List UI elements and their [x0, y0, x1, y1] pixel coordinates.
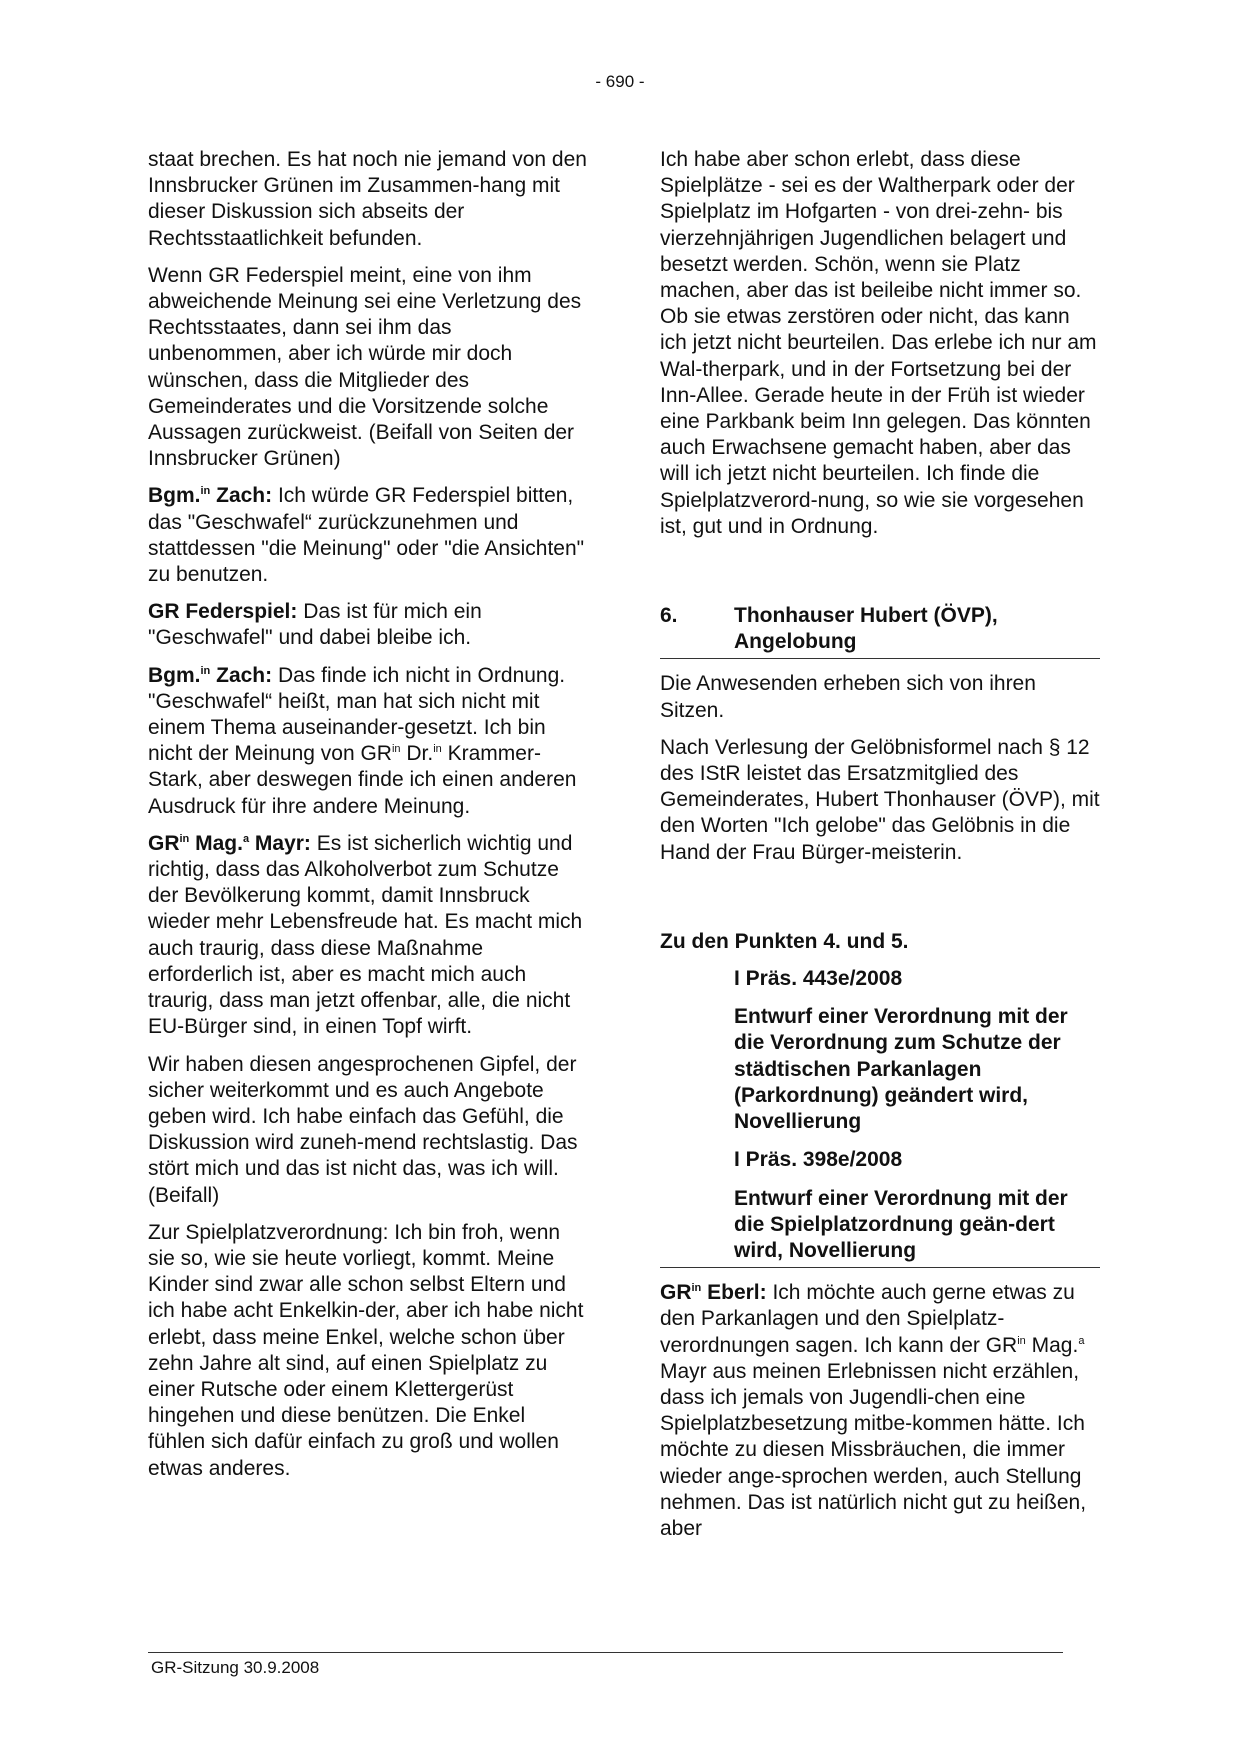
agenda-title: Zu den Punkten 4. und 5. — [660, 929, 909, 953]
speaker-name: $GR^{in}$ Mag.$^a$ Mayr: — [148, 831, 311, 855]
speaker-name: Bgm.$^{in}$ Zach: — [148, 663, 273, 687]
paragraph: Zur Spielplatzverordnung: Ich bin froh, wenn sie so, wie sie heute vorliegt, kommt. Meine Kinder sind zwar alle schon selbst Eltern und ich habe acht Enkelkin-der, aber ich habe nicht erlebt, dass meine Enkel, welche schon über zehn Jahre alt sind, auf einen Spielplatz zu einer Rutsche oder einem Klettergerüst hingehen und diese benützen. Die Enkel fühlen sich dafür einfach zu groß und wollen etwas anderes. — [148, 1220, 584, 1480]
reference-title: Entwurf einer Verordnung mit der die Verordnung zum Schutze der städtischen Parkanlagen (Parkordnung) geändert wird, Novellierung — [734, 1005, 1068, 1134]
paragraph: Wenn GR Federspiel meint, eine von ihm abweichende Meinung sei eine Verletzung des Rechtsstaates, dann sei ihm das unbenommen, aber ich würde mir doch wünschen, dass die Mitglieder des Gemeinderates und die Vorsitzende solche Aussagen zurückweist. (Beifall von Seiten der Innsbrucker Grünen) — [148, 263, 582, 471]
agenda-heading-text: Thonhauser Hubert (ÖVP), Angelobung — [734, 604, 998, 654]
speech-paragraph: Bgm.$^{in}$ Zach: Ich würde GR Federspiel bitten, das "Geschwafel“ zurückzunehmen und stattdessen "die Meinung" oder "die Ansichten" zu benutzen. — [148, 484, 585, 587]
paragraph: Nach Verlesung der Gelöbnisformel nach § 12 des IStR leistet das Ersatzmitglied des Gemeinderates, Hubert Thonhauser (ÖVP), mit den Worten "Ich gelobe" das Gelöbnis in die Hand der Frau Bürger-meisterin. — [660, 735, 1100, 864]
speaker-name: $GR^{in}$ Eberl: — [660, 1281, 767, 1305]
right-column — [660, 147, 1100, 1553]
agenda-number: 6. — [660, 604, 678, 628]
reference-number: I Präs. 443e/2008 — [734, 967, 903, 991]
speaker-name: Bgm.$^{in}$ Zach: — [148, 484, 273, 508]
speech-paragraph: GR Federspiel: Das ist für mich ein "Geschwafel" und dabei bleibe ich. — [148, 600, 482, 650]
reference-title: Entwurf einer Verordnung mit der die Spielplatzordnung geän-dert wird, Novellierung — [660, 1186, 1100, 1269]
agenda-heading — [660, 603, 1100, 659]
page-number: - 690 - — [595, 72, 645, 91]
reference-number: I Präs. 398e/2008 — [734, 1148, 903, 1172]
speech-paragraph: Bgm.$^{in}$ Zach: Das finde ich nicht in Ordnung. "Geschwafel“ heißt, man hat sich nicht mit einem Thema auseinander-gesetzt. Ich bin nicht der Meinung von $GR^{in}$ Dr.$^{in}$ Krammer-Stark, aber deswegen finde ich einen anderen Ausdruck für ihre andere Meinung. — [148, 663, 577, 818]
speech-paragraph: $GR^{in}$ Eberl: Ich möchte auch gerne etwas zu den Parkanlagen und den Spielplatz-verordnungen sagen. Ich kann der $GR^{in}$ Mag.$^a$ Mayr aus meinen Erlebnissen nicht erzählen, dass ich jemals von Jugendli-chen eine Spielplatzbesetzung mitbe-kommen hätte. Ich möchte zu diesen Missbräuchen, die immer wieder ange-sprochen werden, auch Stellung nehmen. Das ist natürlich nicht gut zu heißen, aber — [660, 1281, 1087, 1540]
speaker-name: GR Federspiel: — [148, 600, 298, 624]
paragraph: Wir haben diesen angesprochenen Gipfel, der sicher weiterkommt und es auch Angebote geben wird. Ich habe einfach das Gefühl, die Diskussion wird zuneh-mend rechtslastig. Das stört mich und das ist nicht das, was ich will. (Beifall) — [148, 1052, 578, 1207]
left-column — [148, 147, 588, 1493]
paragraph: staat brechen. Es hat noch nie jemand von den Innsbrucker Grünen im Zusammen-hang mit dieser Diskussion sich abseits der Rechtsstaatlichkeit befunden. — [148, 148, 587, 250]
footer-divider — [148, 1652, 1063, 1653]
footer-text: GR-Sitzung 30.9.2008 — [151, 1658, 320, 1677]
paragraph: Die Anwesenden erheben sich von ihren Sitzen. — [660, 672, 1036, 722]
speech-paragraph: $GR^{in}$ Mag.$^a$ Mayr: Es ist sicherlich wichtig und richtig, dass das Alkoholverbot zum Schutze der Bevölkerung kommt, damit Innsbruck wieder mehr Lebensfreude hat. Es macht mich auch traurig, dass diese Maßnahme erforderlich ist, aber es macht mich auch traurig, dass man jetzt offenbar, alle, die nicht EU-Bürger sind, in einen Topf wirft. — [148, 831, 583, 1039]
paragraph: Ich habe aber schon erlebt, dass diese Spielplätze - sei es der Waltherpark oder der Spielplatz im Hofgarten - von drei-zehn- bis vierzehnjährigen Jugendlichen belagert und besetzt werden. Schön, wenn sie Platz machen, aber das ist beileibe nicht immer so. Ob sie etwas zerstören oder nicht, das kann ich jetzt nicht beurteilen. Das erlebe ich nur am Wal-therpark, und in der Fortsetzung bei der Inn-Allee. Gerade heute in der Früh ist wieder eine Parkbank beim Inn gelegen. Das könnten auch Erwachsene gemacht haben, aber das will ich jetzt nicht beurteilen. Ich finde die Spielplatzverord-nung, so wie sie vorgesehen ist, gut und in Ordnung. — [660, 148, 1097, 538]
